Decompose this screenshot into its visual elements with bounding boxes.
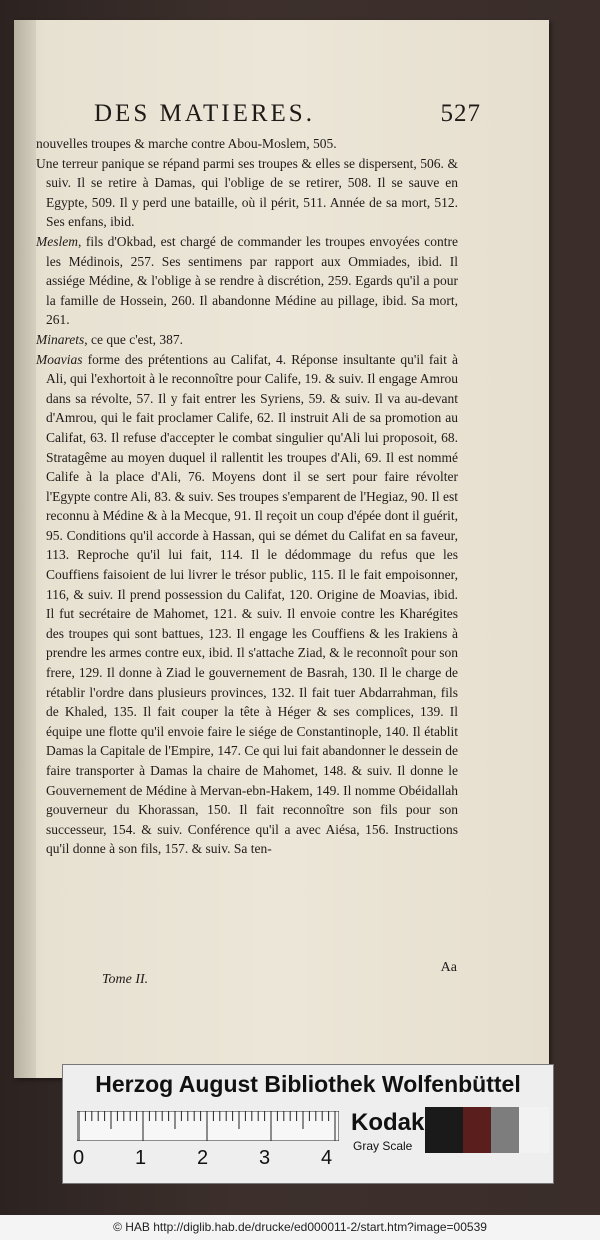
volume-label: Tome II.: [102, 972, 149, 987]
entry-line: Une terreur panique se répand parmi ses troupes & elles se dispersent, 506. & suiv. Il se retire à Damas, qui l'oblige de se retirer, 508. Il se sauve en Egypte, 509. Il y perd une bataille, où il périt, 511. Année de sa mort, 512. Ses enfans, ibid.: [36, 155, 458, 230]
signature-mark: Aa: [440, 960, 457, 975]
book-page: [14, 20, 549, 1078]
entry-headword: Meslem: [36, 233, 78, 249]
copyright-credit: © HAB http://diglib.hab.de/drucke/ed000011-2/start.htm?image=00539: [0, 1215, 600, 1240]
page-number: 527: [440, 100, 481, 127]
color-calibration-card: [62, 1064, 554, 1184]
gray-scale-label: Gray Scale: [353, 1139, 413, 1153]
entry-body: forme des prétentions au Califat, 4. Réponse insultante qu'il fait à Ali, qui l'exhortoit à le reconnoître pour Calife, 19. & suiv. Il engage Amrou dans sa révolte, 57. Il y fait entrer les Syriens, 59. & suiv. Il va au-devant d'Amrou, qui le fait proclamer Calife, 62. Il instruit Ali de sa promotion au Califat, 63. Il refuse d'accepter le combat singulier qu'Ali lui proposoit, 68. Stratagême au moyen duquel il rallentit les troupes d'Ali, 69. Il est nommé Calife à la place d'Ali, 76. Moyens dont il se sert pour faire révolter l'Egypte contre Ali, 83. & suiv. Ses troupes s'emparent de l'Hegiaz, 90. Il est reconnu à Médine & à la Mecque, 91. Il reçoit un coup d'épée dont il guérit, 95. Conditions qu'il accorde à Hassan, qui se démet du Califat en sa faveur, 113. Reproche qu'il lui fait, 114. Il le dédommage du refus que les Couffiens faisoient de lui livrer le trésor public, 115. Il le fait empoisonner, 116, & suiv. Il prend possession du Califat, 120. Origine de Moavias, ibid. Il fut secrétaire de Mahomet, 121. & suiv. Il envoie contre les Kharégites des troupes qui sont battues, 123. Il engage les Couffiens & les Irakiens à prendre les armes contre eux, ibid. Il s'attache Ziad, & le reconnoît pour son frere, 129. Il donne à Ziad le gouvernement de Basrah, 130. Il le charge de rétablir l'ordre dans plusieurs provinces, 132. Il fait tuer Abdarrahman, fils de Khaled, 135. Il fait couper la tête à Héger & ses complices, 139. Il équipe une flotte qu'il envoie faire le siége de Constantinople, 140. Il établit Damas la Capitale de l'Empire, 147. Ce qui lui fait abandonner le dessein de faire transporter à Damas la chaire de Mahomet, 148. & suiv. Il donne le Gouvernement de Médine à Mervan-ebn-Hakem, 149. Il nomme Obéidallah gouverneur du Khorassan, 150. Il fait reconnoître son fils pour son successeur, 154. & suiv. Conférence qu'il a avec Aiésa, 156. Instructions qu'il donne à son fils, 157. & suiv. Sa ten-: [46, 351, 458, 857]
ruler-number: 2: [197, 1147, 209, 1169]
page-gutter: [14, 20, 36, 1078]
gray-patch: [425, 1107, 463, 1153]
ruler-number: 3: [259, 1147, 271, 1169]
page-footer: [102, 960, 457, 988]
library-name: Herzog August Bibliothek Wolfenbüttel: [95, 1071, 521, 1097]
ruler-number: 1: [135, 1147, 147, 1169]
index-text: [36, 134, 458, 859]
kodak-logo: Kodak: [351, 1109, 425, 1136]
gray-patch: [491, 1107, 519, 1153]
entry-body: , ce que c'est, 387.: [84, 331, 184, 347]
gray-patch: [463, 1107, 491, 1153]
gray-patch: [519, 1107, 549, 1153]
entry-line: nouvelles troupes & marche contre Abou-Moslem, 505.: [36, 136, 337, 151]
entry-headword: Minarets: [36, 331, 85, 347]
index-entry-moavias: [36, 350, 458, 859]
index-entry-continuation: [36, 134, 458, 232]
index-entry-minarets: [36, 330, 458, 350]
gray-scale-patches: [425, 1107, 549, 1153]
index-entry-meslem: [36, 232, 458, 330]
ruler-scale: [77, 1111, 339, 1141]
ruler-number: 0: [73, 1147, 85, 1169]
entry-headword: Moavias: [36, 351, 83, 367]
running-head-title: DES MATIERES.: [94, 100, 315, 127]
entry-body: , fils d'Okbad, est chargé de commander les troupes envoyées contre les Médinois, 257. Ses sentimens par rapport aux Ommiades, ibid. Il assiége Médine, & l'oblige à se rendre à discrétion, 259. Egards qu'il a pour la famille de Hossein, 260. Il abandonne Médine au pillage, ibid. Sa mort, 261.: [46, 233, 458, 328]
ruler-number: 4: [321, 1147, 333, 1169]
running-head: [94, 100, 481, 128]
